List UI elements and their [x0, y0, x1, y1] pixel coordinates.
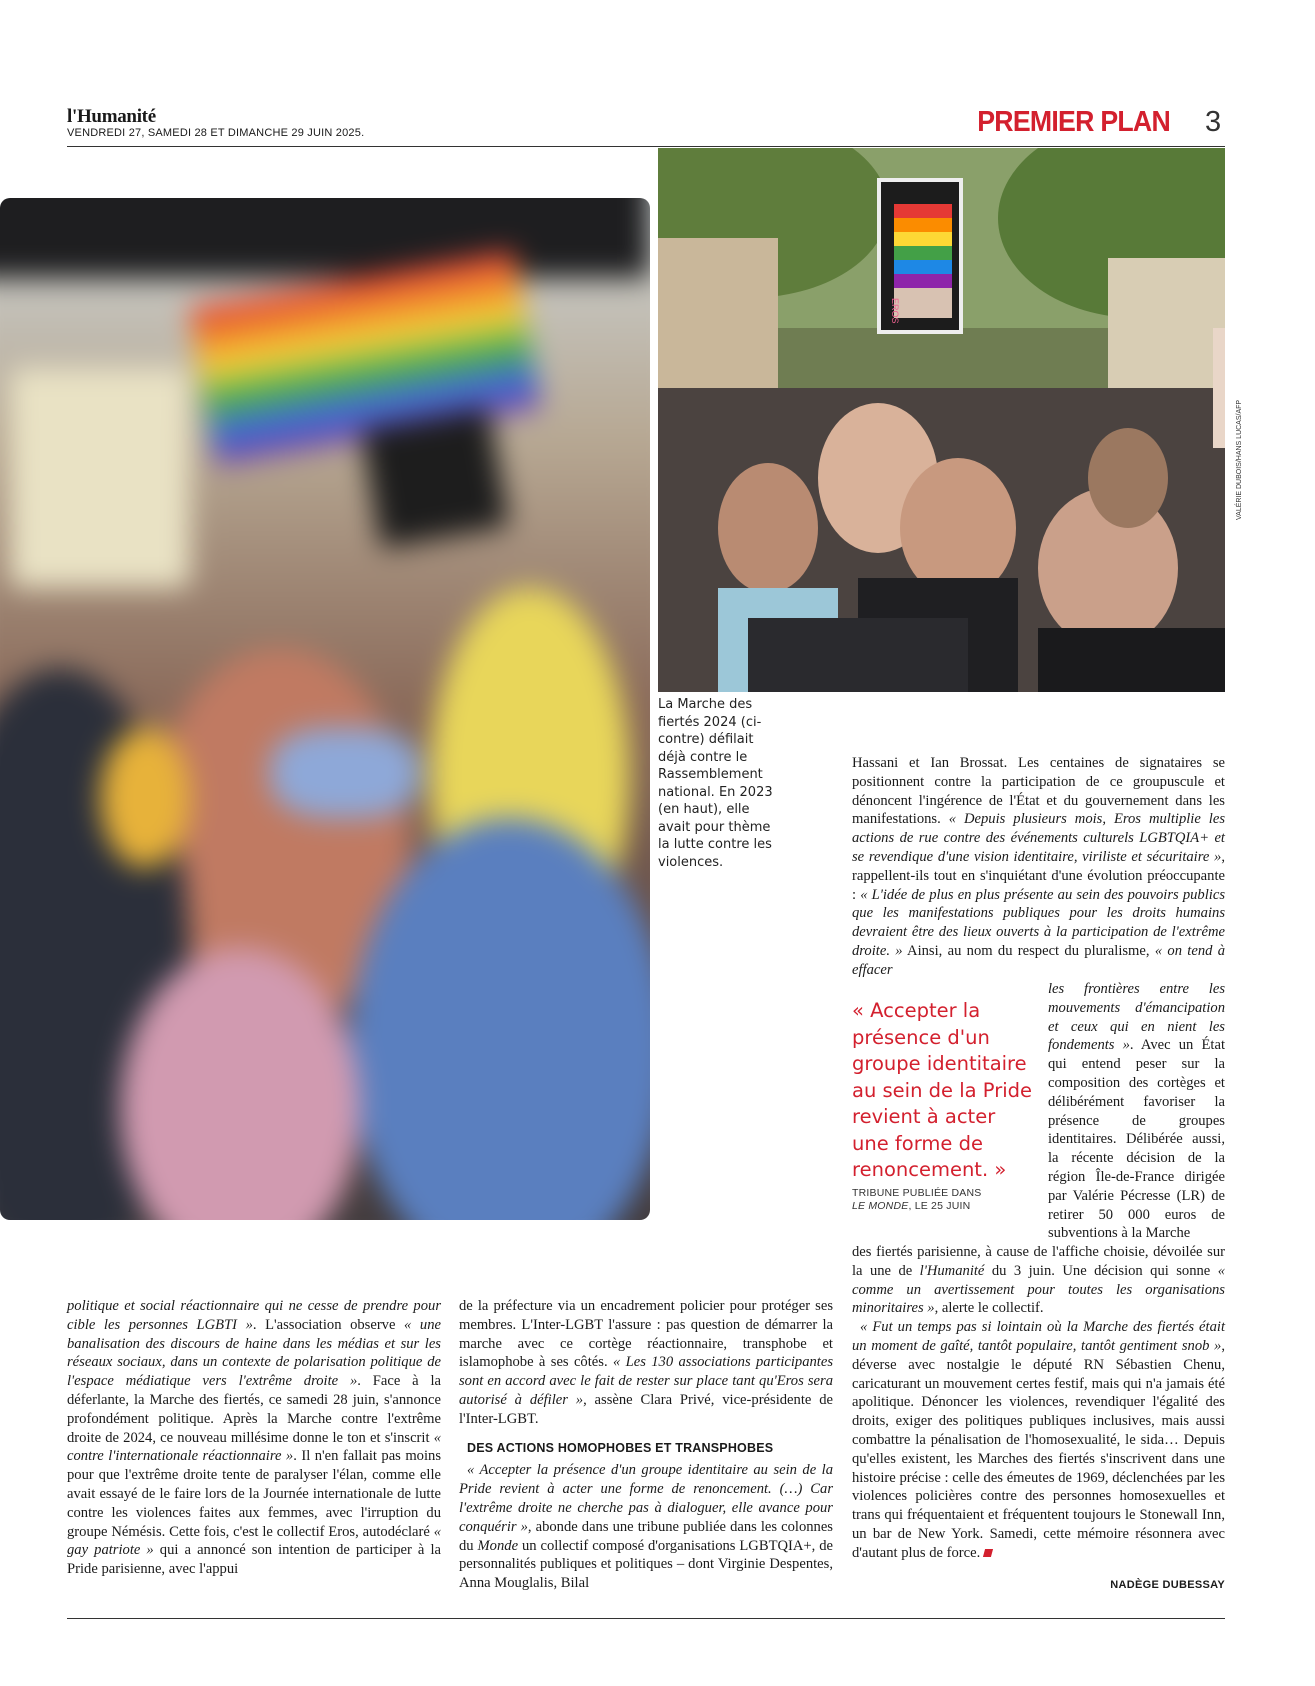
byline: NADÈGE DUBESSAY: [1110, 1579, 1225, 1591]
pull-quote-source: TRIBUNE PUBLIÉE DANS LE MONDE, LE 25 JUIN: [852, 1187, 982, 1212]
photo-pride-2023-blurred: [0, 198, 650, 1220]
footer-rule: [67, 1618, 1225, 1619]
masthead-logo: l'Humanité: [67, 106, 156, 127]
article-column-middle: de la préfecture via un encadrement policier pour protéger ses membres. L'Inter-LGBT l'assure : pas question de démarrer la marche avec ce cortège réactionnaire, transphobe et islamophobe à ses côtés. « Les 130 associations participantes sont en accord avec le fait de rester sur place tant qu'Eros sera autorisé à défiler », assène Clara Privé, vice-présidente de l'Inter-LGBT. DES ACTIONS HOMOPHOBES ET TRANSPHOBES « Accepter la présence d'un groupe identitaire au sein de la Pride revient à acter une forme de renoncement. (…) Car l'extrême droite ne cherche pas à dialoguer, elle avance pour conquérir », abonde dans une tribune publiée dans les colonnes du Monde un collectif composé d'organisations LGBTQIA+, de personnalités publiques et politiques – dont Virginie Despentes, Anna Mouglalis, Bilal: [459, 1298, 834, 1592]
page-number: 3: [1205, 106, 1222, 138]
article-column-right-top: Hassani et Ian Brossat. Les centaines de signataires se positionnent contre la participation de ce groupuscule et dénoncent l'ingérence de l'État et du gouvernement dans les manifestations. « Depuis plusieurs mois, Eros multiplie les actions de rue contre des événements culturels LGBTQIA+ et se revendique d'une vision identitaire, viriliste et sécuritaire », rappellent-ils tout en s'inquiétant d'une évolution préoccupante : « L'idée de plus en plus présente au sein des pouvoirs publics que les manifestations publiques pour les droits humains devraient être des lieux ouverts à la participation de l'extrême droite. » Ainsi, au nom du respect du pluralisme, « on tend à effacer: [852, 755, 1226, 978]
article-column-right-bottom: des fiertés parisienne, à cause de l'affiche choisie, dévoilée sur la une de l'Humanité du 3 juin. Une décision qui sonne « comme un avertissement pour toutes les organisations minoritaires », alerte le collectif. « Fut un temps pas si lointain où la Marche des fiertés était un moment de gaîté, tantôt populaire, tantôt gentiment snob », déverse avec nostalgie le député RN Sébastien Chenu, caricaturant un mouvement certes festif, mais qui n'a jamais été apolitique. Dénoncer les violences, revendiquer l'égalité des droits, exiger des politiques publiques inclusives, mais aussi combattre la pénalisation de l'homosexualité, le sida… Depuis qu'elles existent, les Marches des fiertés s'inscrivent dans une histoire précise : celle des émeutes de 1969, déclenchées par les violences policières contre des personnes homosexuelles et trans qui fréquentaient et fréquentent toujours le Stonewall Inn, un bar de New York. Samedi, cette mémoire résonnera avec d'autant plus de force.: [852, 1244, 1226, 1561]
pull-quote: « Accepter la présence d'un groupe identitaire au sein de la Pride revient à acter une forme de renoncement. »: [852, 999, 1033, 1181]
photo-pride-2024: [658, 148, 1225, 692]
subheading: DES ACTIONS HOMOPHOBES ET TRANSPHOBES: [467, 1440, 774, 1455]
header-rule: [67, 146, 1225, 147]
article-column-left: politique et social réactionnaire qui ne cesse de prendre pour cible les personnes LGBTI ». L'association observe « une banalisation des discours de haine dans les médias et sur les réseaux sociaux, dans un contexte de polarisation politique de l'espace médiatique vers l'extrême droite ». Face à la déferlante, la Marche des fiertés, ce samedi 28 juin, s'annonce profondément politique. Après la Marche contre l'extrême droite de 2024, ce nouveau millésime donne le ton et s'inscrit « contre l'internationale réactionnaire ». Il n'en fallait pas moins pour que l'extrême droite tente de paralyser l'élan, comme elle avait essayé de le faire lors de la Journée internationale de lutte contre les violences faites aux femmes, avec l'irruption du groupe Némésis. Cette fois, c'est le collectif Eros, autodéclaré « gay patriote » qui a annoncé son intention de participer à la Pride parisienne, avec l'appui: [67, 1298, 442, 1578]
end-mark: [983, 1549, 993, 1557]
section-rubric: PREMIER PLAN: [977, 106, 1170, 138]
article-column-right-wrap: les frontières entre les mouvements d'émancipation et ceux qui en nient les fondements ». Avec un État qui entend peser sur la composition des cortèges et délibérément favoriser la présence de groupes identitaires. Délibérée aussi, la récente décision de la région Île-de-France dirigée par Valérie Pécresse (LR) de retirer 50 000 euros de subventions à la Marche: [1048, 981, 1226, 1242]
photo-caption: La Marche des fiertés 2024 (ci-contre) défilait déjà contre le Rassemblement national. En 2023 (en haut), elle avait pour thème la lutte contre les violences.: [658, 697, 773, 870]
issue-date: VENDREDI 27, SAMEDI 28 ET DIMANCHE 29 JUIN 2025.: [67, 127, 365, 139]
photo-credit: VALÉRIE DUBOIS/HANS LUCAS/AFP: [1236, 399, 1243, 520]
sign-text: EROS: [890, 298, 900, 324]
photo-scene: [658, 148, 1225, 692]
